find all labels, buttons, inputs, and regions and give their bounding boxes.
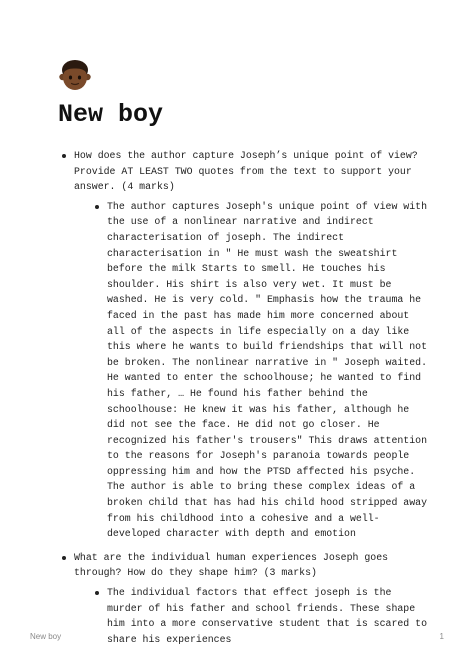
question-text: How does the author capture Joseph’s unique point of view? Provide AT LEAST TWO quotes from the text to support your answer. (4 marks) — [74, 150, 418, 193]
list-item-answer-2 — [90, 585, 428, 647]
footer-document-name: New boy — [30, 632, 62, 641]
list-item-question-2 — [58, 550, 428, 648]
list-item-question-1 — [58, 148, 428, 542]
answer-text: The author captures Joseph's unique point of view with the use of a nonlinear narrative and indirect characterisation of joseph. The indirect characterisation in " He must wash the sweatshirt before the milk Starts to smell. He touches his shoulder. His shirt is also very wet. It must be washed. He is very cold. " Emphasis how the trauma he faced in the past has made him more concerned about all of the aspects in life especially on a day like this where he wants to build friendships that will not be broken. The nonlinear narrative in " Joseph waited. He wanted to enter the schoolhouse; he wanted to find his father, … He found his father behind the schoolhouse: He knew it was his father, although he did not see the face. He did not go closer. He recognized his father's trousers" This draws attention to the reasons for Joseph's paranoia towards people oppressing him and how the PTSD affected his psyche. The author is able to bring these complex ideas of a broken child that has had his child hood stripped away from his childhood into a cohesive and a well-developed character with depth and emotion — [107, 200, 428, 540]
boy-emoji-icon — [58, 58, 92, 92]
answer-text: The individual factors that effect joseph is the murder of his father and school friends. These shape him into a more conservative student that is scared to share his experiences — [107, 587, 428, 645]
question-list — [58, 148, 428, 655]
footer-page-number: 1 — [439, 632, 444, 641]
page-title: New boy — [58, 100, 164, 129]
question-text: What are the individual human experiences Joseph goes through? How do they shape him? (3 marks) — [74, 551, 389, 579]
list-item-answer-1 — [90, 199, 428, 542]
